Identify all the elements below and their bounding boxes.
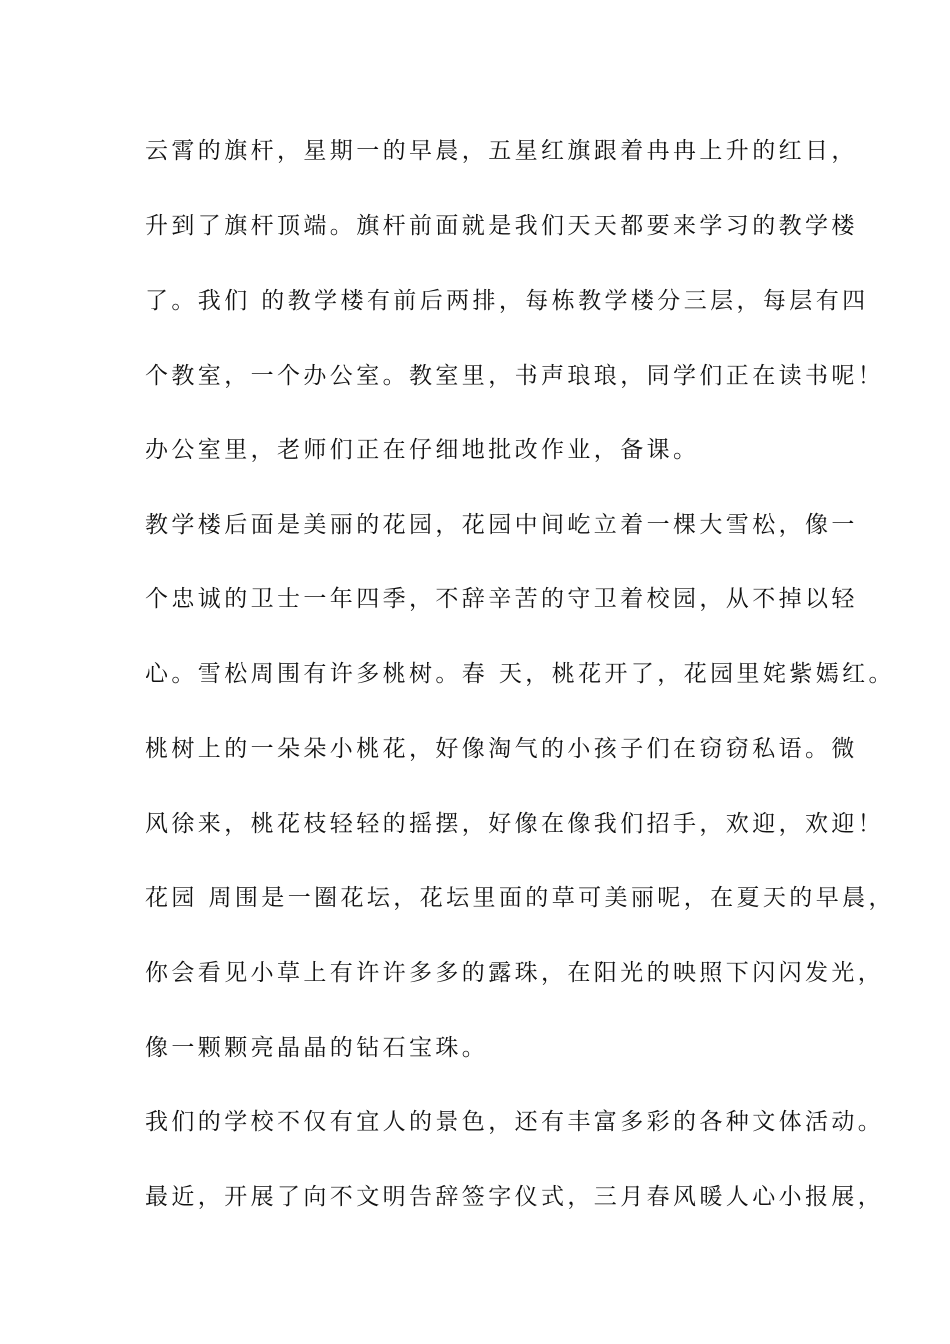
text-line: 办公室里，老师们正在仔细地批改作业，备课。 <box>145 437 700 463</box>
text-line: 你会看见小草上有许许多多的露珠，在阳光的映照下闪闪发光， <box>145 960 885 986</box>
text-line: 云霄的旗杆，星期一的早晨，五星红旗跟着冉冉上升的红日， <box>145 138 858 164</box>
text-line: 花园 周围是一圈花坛，花坛里面的草可美丽呢，在夏天的早晨， <box>145 885 895 911</box>
text-line: 风徐来，桃花枝轻轻的摇摆，好像在像我们招手，欢迎，欢迎！ <box>145 811 885 837</box>
text-line: 个教室，一个办公室。教室里，书声琅琅，同学们正在读书呢！ <box>145 363 885 389</box>
text-line: 升到了旗杆顶端。旗杆前面就是我们天天都要来学习的教学楼 <box>145 213 858 239</box>
text-line: 我们的学校不仅有宜人的景色，还有丰富多彩的各种文体活动。 <box>145 1109 885 1135</box>
text-line: 了。我们 的教学楼有前后两排，每栋教学楼分三层，每层有四 <box>145 288 869 314</box>
text-line: 像一颗颗亮晶晶的钻石宝珠。 <box>145 1035 489 1061</box>
text-line: 最近，开展了向不文明告辞签字仪式，三月春风暖人心小报展， <box>145 1184 885 1210</box>
text-line: 教学楼后面是美丽的花园，花园中间屹立着一棵大雪松，像一 <box>145 512 858 538</box>
text-line: 桃树上的一朵朵小桃花，好像淘气的小孩子们在窃窃私语。微 <box>145 736 858 762</box>
text-line: 心。雪松周围有许多桃树。春 天，桃花开了，花园里姹紫嫣红。 <box>145 661 895 687</box>
text-line: 个忠诚的卫士一年四季，不辞辛苦的守卫着校园，从不掉以轻 <box>145 586 858 612</box>
